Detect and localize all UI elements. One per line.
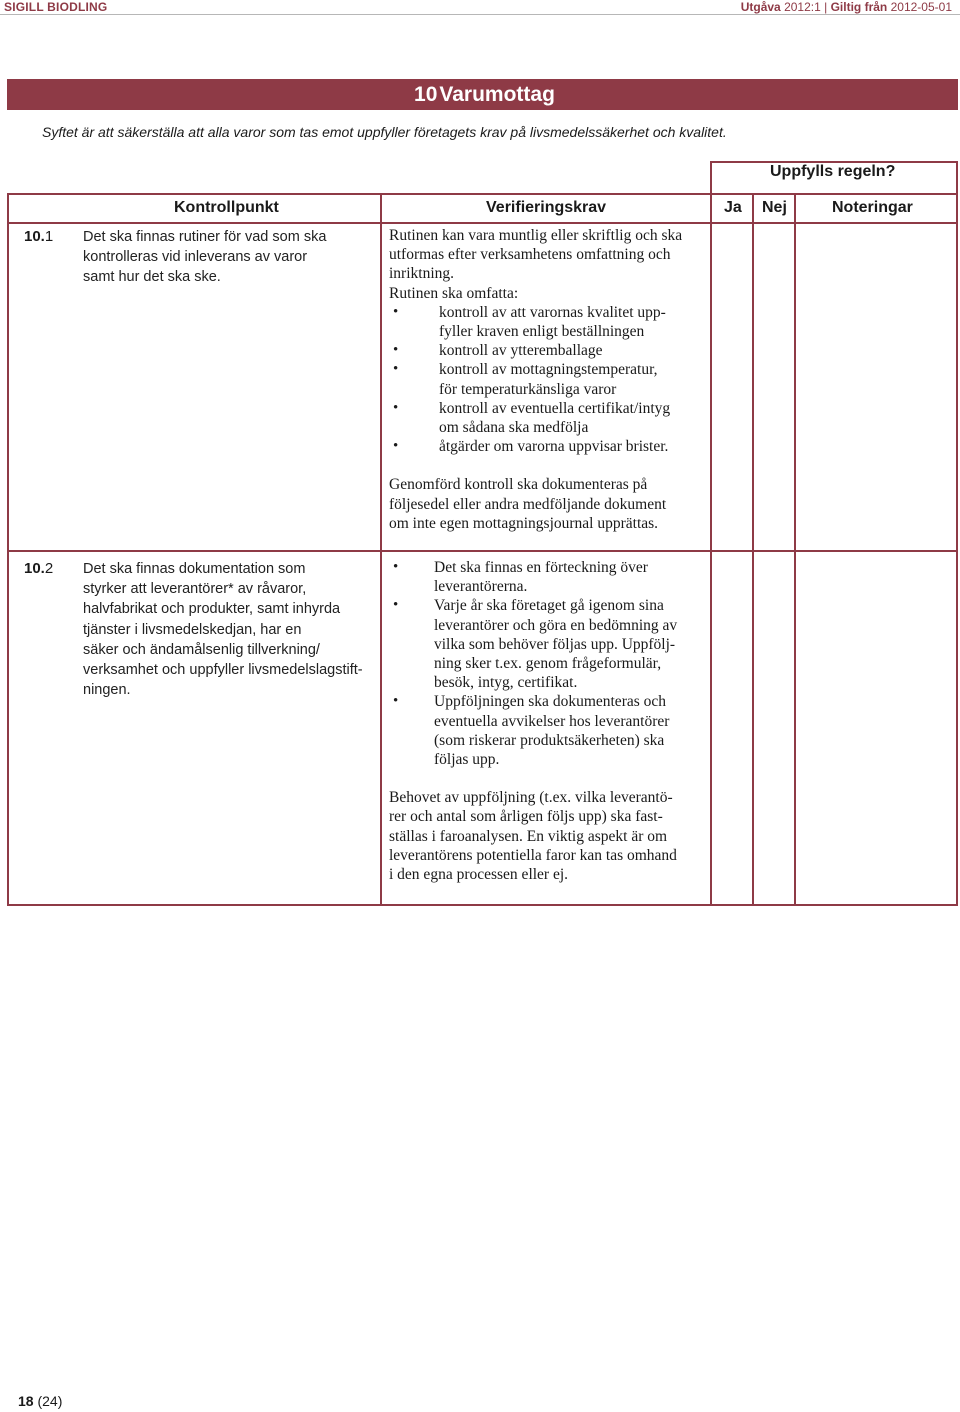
text-line: rer och antal som årligen följs upp) ska fast- — [389, 808, 663, 826]
table-right-border — [956, 193, 958, 906]
brand-name: SIGILL BIODLING — [4, 0, 108, 14]
list-item — [389, 399, 709, 437]
text-line: fyller kraven enligt beställningen — [439, 323, 645, 341]
text-line: vilka som behöver följas upp. Uppfölj- — [434, 635, 676, 653]
text-line: • kontroll av eventuella certifikat/intyg — [439, 399, 671, 417]
row-number-sub: 2 — [44, 560, 54, 577]
col-divider-3 — [752, 193, 754, 906]
text-line: Det ska finnas rutiner för vad som ska — [83, 229, 327, 245]
text-line: om sådana ska medfölja — [439, 419, 589, 437]
row-number-sub: 1 — [44, 228, 54, 245]
text-line: Rutinen ska omfatta: — [389, 284, 519, 302]
text-line: tjänster i livsmedelskedjan, har en — [83, 621, 302, 638]
page-total: (24) — [37, 1393, 63, 1409]
verifieringskrav-text — [389, 558, 709, 884]
row-divider — [7, 550, 958, 552]
list-item — [389, 692, 709, 769]
col-nej: Nej — [762, 199, 787, 216]
col-verifieringskrav: Verifieringskrav — [486, 199, 607, 216]
text-line: verksamhet och uppfyller livsmedelslagstift- — [83, 662, 363, 679]
text-line: Det ska finnas dokumentation som — [83, 561, 306, 577]
text-line: leverantörerna. — [434, 578, 528, 596]
requirement-list — [389, 303, 709, 457]
list-item — [389, 303, 709, 341]
col-divider-4 — [794, 193, 796, 906]
row-number — [24, 228, 53, 245]
col-kontrollpunkt: Kontrollpunkt — [174, 199, 279, 216]
text-line: ningen. — [83, 682, 131, 699]
text-line: kontrolleras vid inleverans av varor — [83, 249, 308, 266]
kontrollpunkt-text — [83, 559, 363, 700]
row-number-main: 10. — [24, 560, 45, 577]
text-line: följesedel eller andra medföljande dokument — [389, 495, 667, 513]
verifieringskrav-text — [389, 226, 709, 533]
text-line: ning sker t.ex. genom frågeformulär, — [434, 655, 662, 673]
uppfylls-label: Uppfylls regeln? — [770, 163, 896, 180]
list-item — [389, 558, 709, 596]
text-line: säker och ändamålsenlig tillverkning/ — [83, 641, 320, 658]
text-line: • Uppföljningen ska dokumenteras och — [434, 693, 667, 711]
edition-value: 2012:1 — [784, 0, 821, 14]
list-item — [389, 437, 709, 456]
text-line: • kontroll av att varornas kvalitet upp- — [439, 303, 666, 321]
list-item — [389, 360, 709, 398]
text-line: utformas efter verksamhetens omfattning och — [389, 246, 671, 264]
text-line: i den egna processen eller ej. — [389, 866, 569, 884]
text-line: för temperaturkänsliga varor — [439, 380, 617, 398]
text-line: eventuella avvikelser hos leverantörer — [434, 712, 670, 730]
text-line: följas upp. — [434, 751, 500, 769]
text-line: ställas i faroanalysen. En viktig aspekt är om — [389, 827, 668, 845]
text-line: • åtgärder om varorna uppvisar brister. — [439, 438, 669, 456]
edition-info — [741, 0, 952, 14]
text-line: om inte egen mottagningsjournal upprättas. — [389, 514, 659, 532]
list-item — [389, 596, 709, 692]
section-number: 10 — [414, 83, 438, 106]
list-item — [389, 341, 709, 360]
table-left-border — [7, 193, 9, 906]
text-line: Rutinen kan vara muntlig eller skriftlig och ska — [389, 227, 683, 244]
row-number — [24, 560, 53, 577]
page-number — [18, 1393, 62, 1409]
requirement-list — [389, 558, 709, 769]
text-line: besök, intyg, certifikat. — [434, 674, 578, 692]
text-line: Genomförd kontroll ska dokumenteras på — [389, 476, 648, 494]
valid-label: Giltig från — [830, 0, 888, 14]
row-number-main: 10. — [24, 228, 45, 245]
edition-separator: | — [824, 0, 828, 14]
text-line: • kontroll av mottagningstemperatur, — [439, 361, 658, 379]
edition-label: Utgåva — [740, 0, 781, 14]
text-line: • Det ska finnas en förteckning över — [434, 559, 648, 576]
section-title: Varumottag — [439, 83, 555, 106]
header-bottom-border — [7, 222, 958, 224]
text-line: inriktning. — [389, 265, 455, 283]
table-bottom-border — [7, 904, 958, 906]
col-divider-2 — [710, 193, 712, 906]
page-current: 18 — [18, 1393, 34, 1409]
text-line: (som riskerar produktsäkerheten) ska — [434, 731, 665, 749]
text-line: leverantörer och göra en bedömning av — [434, 616, 678, 634]
text-line: samt hur det ska ske. — [83, 269, 221, 286]
text-line: Behovet av uppföljning (t.ex. vilka leverantö- — [389, 789, 673, 807]
text-line: halvfabrikat och produkter, samt inhyrda — [83, 601, 341, 618]
header-divider — [0, 14, 960, 15]
section-purpose: Syftet är att säkerställa att alla varor som tas emot uppfyller företagets krav på livsmedelssäkerhet och kvalitet. — [42, 124, 727, 140]
col-noteringar: Noteringar — [832, 199, 913, 216]
kontrollpunkt-text — [83, 227, 326, 288]
col-ja: Ja — [724, 199, 742, 216]
text-line: leverantörens potentiella faror kan tas omhand — [389, 846, 677, 864]
text-line: styrker att leverantörer* av råvaror, — [83, 581, 307, 598]
table-top-border — [7, 193, 958, 195]
valid-value: 2012-05-01 — [890, 0, 952, 14]
text-line: • Varje år ska företaget gå igenom sina — [434, 597, 664, 615]
section-title-bar — [7, 79, 958, 110]
col-divider-1 — [380, 193, 382, 906]
text-line: • kontroll av ytteremballage — [439, 342, 603, 360]
